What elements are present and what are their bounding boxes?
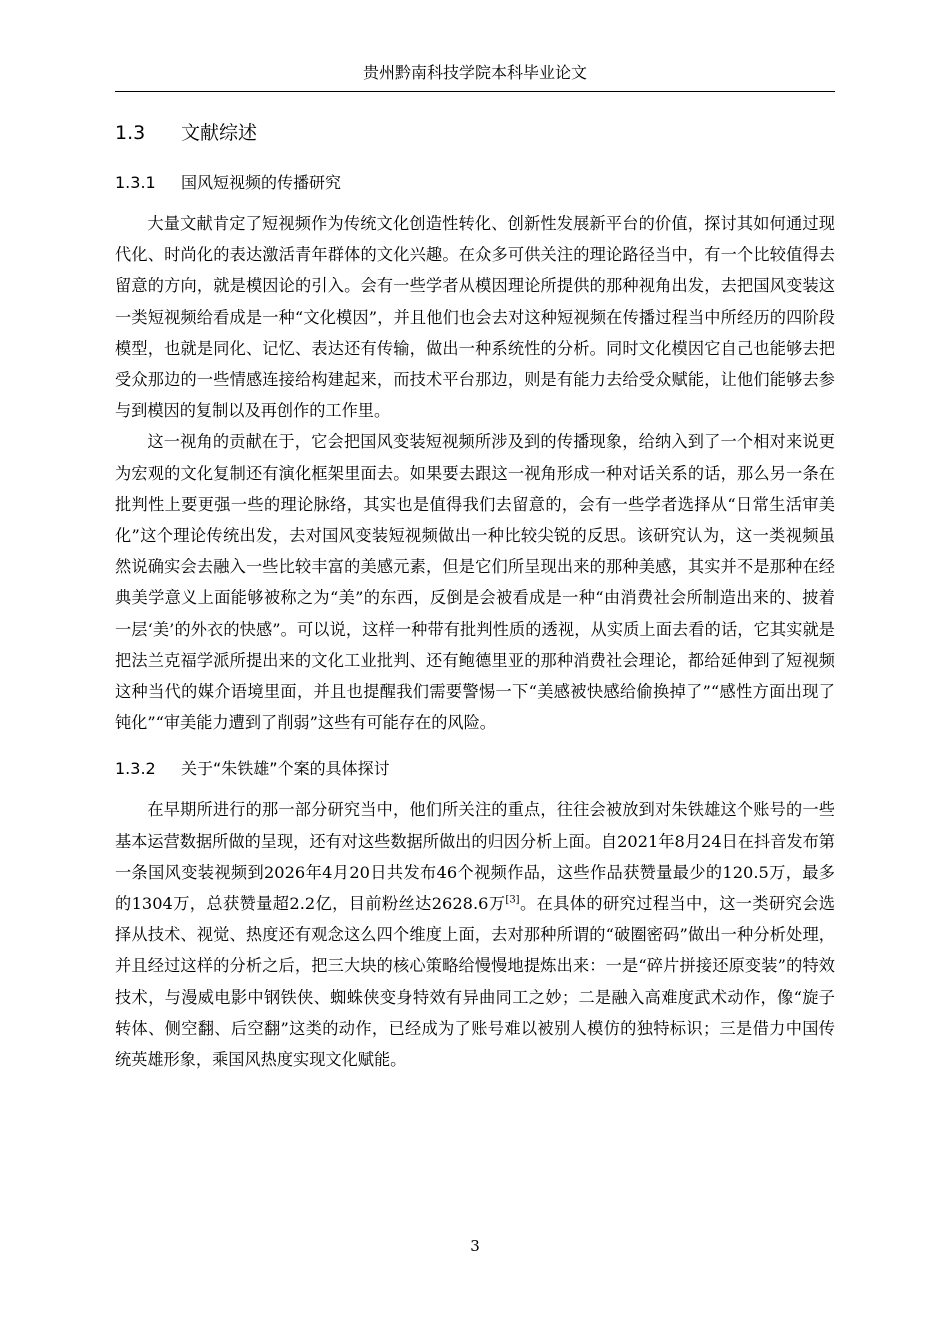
section-title: 文献综述 [181, 122, 258, 144]
section-heading [115, 108, 835, 158]
body-paragraph: 这一视角的贡献在于，它会把国风变装短视频所涉及到的传播现象，给纳入到了一个相对来说更为宏观的文化复制还有演化框架里面去。如果要去跟这一视角形成一种对话关系的话，那么另一条在批判性上要更强一些的理论脉络，其实也是值得我们去留意的，会有一些学者选择从“日常生活审美化”这个理论传统出发，去对国风变装短视频做出一种比较尖锐的反思。该研究认为，这一类视频虽然说确实会去融入一些比较丰富的美感元素，但是它们所呈现出来的那种美感，其实并不是那种在经典美学意义上面能够被称之为“美”的东西，反倒是会被看成是一种“由消费社会所制造出来的、披着一层‘美’的外衣的快感”。可以说，这样一种带有批判性质的透视，从实质上面去看的话，它其实就是把法兰克福学派所提出来的文化工业批判、还有鲍德里亚的那种消费社会理论，都给延伸到了短视频这种当代的媒介语境里面，并且也提醒我们需要警惕一下“美感被快感给偷换掉了”“感性方面出现了钝化”“审美能力遭到了削弱”这些有可能存在的风险。 [115, 432, 835, 733]
paragraph-text: 。在具体的研究过程当中，这一类研究会选择从技术、视觉、热度还有观念这么四个维度上面，去对那种所谓的“破圈密码”做出一种分析处理，并且经过这样的分析之后，把三大块的核心策略给慢慢地提炼出来：一是“碎片拼接还原变装”的特效技术，与漫威电影中钢铁侠、蜘蛛侠变身特效有异曲同工之妙；二是融入高难度武术动作，像“旋子转体、侧空翻、后空翻”这类的动作，已经成为了账号难以被别人模仿的独特标识；三是借力中国传统英雄形象，乘国风热度实现文化赋能。 [115, 894, 835, 1070]
subsection-title: 国风短视频的传播研究 [181, 173, 342, 192]
running-header: 贵州黔南科技学院本科毕业论文 [362, 63, 587, 82]
page-content [115, 108, 835, 1075]
body-paragraph [115, 794, 835, 1075]
subsection-number: 1.3.1 [115, 173, 156, 192]
subsection-heading [115, 158, 835, 208]
header-rule [115, 91, 835, 92]
page-number: 3 [470, 1237, 480, 1255]
subsection-number: 1.3.2 [115, 759, 156, 779]
subsection-title: 关于“朱铁雄”个案的具体探讨 [181, 759, 390, 779]
section-number: 1.3 [115, 122, 146, 144]
body-paragraph: 大量文献肯定了短视频作为传统文化创造性转化、创新性发展新平台的价值，探讨其如何通过现代化、时尚化的表达激活青年群体的文化兴趣。在众多可供关注的理论路径当中，有一个比较值得去留意的方向，就是模因论的引入。会有一些学者从模因理论所提供的那种视角出发，去把国风变装这一类短视频给看成是一种“文化模因”，并且他们也会去对这种短视频在传播过程当中所经历的四阶段模型，也就是同化、记忆、表达还有传输，做出一种系统性的分析。同时文化模因它自己也能够去把受众那边的一些情感连接给构建起来，而技术平台那边，则是有能力去给受众赋能，让他们能够去参与到模因的复制以及再创作的工作里。 [115, 214, 835, 421]
citation-reference[interactable]: [3] [505, 894, 520, 906]
subsection-heading [115, 744, 835, 794]
paragraph-text: 在早期所进行的那一部分研究当中，他们所关注的重点，往往会被放到对朱铁雄这个账号的一些基本运营数据所做的呈现，还有对这些数据所做出的归因分析上面。自2021年8月24日在抖音发布第一条国风变装视频到2026年4月20日共发布46个视频作品，这些作品获赞量最少的120.5万，最多的1304万，总获赞量超2.2亿，目前粉丝达2628.6万 [115, 800, 835, 914]
